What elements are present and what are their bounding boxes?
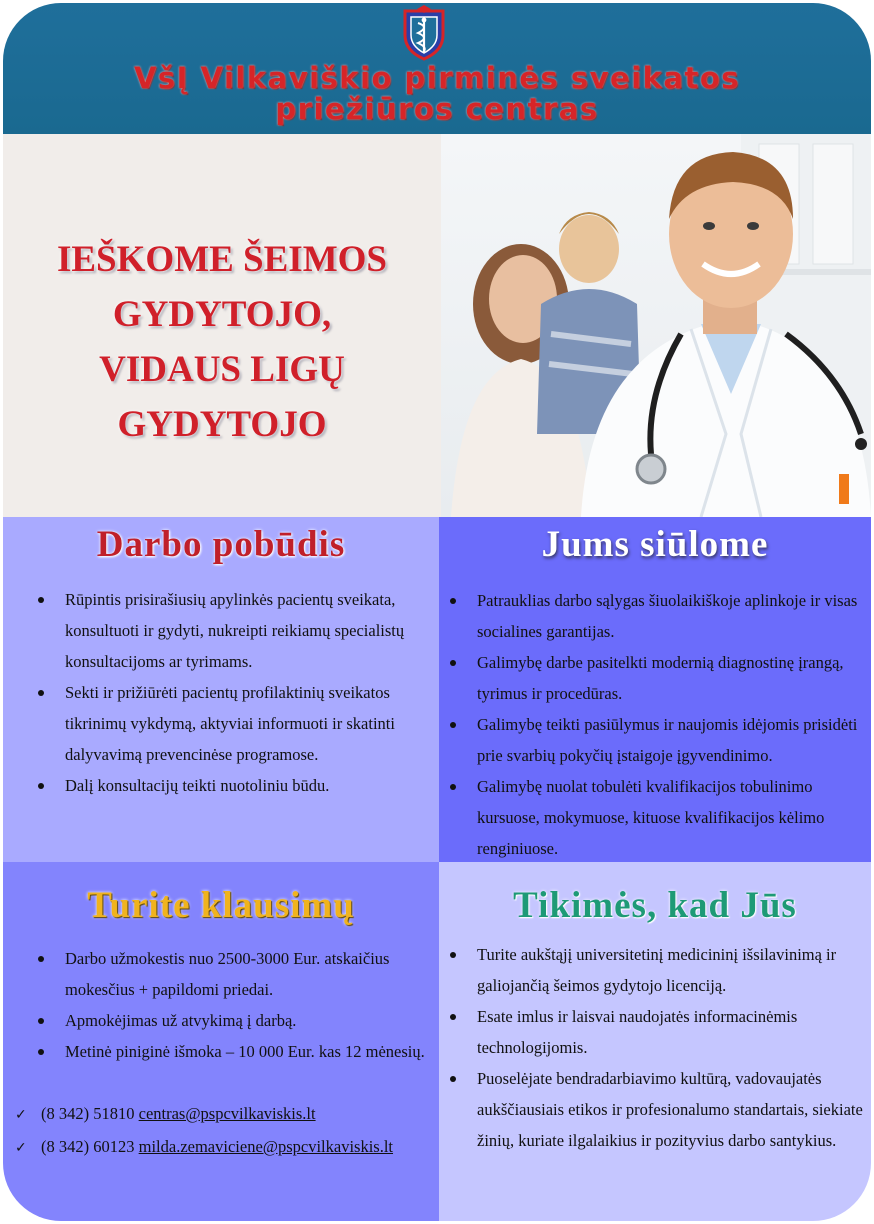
contact-email-link[interactable]: centras@pspcvilkaviskis.lt [138, 1104, 316, 1123]
list-item: Galimybę nuolat tobulėti kvalifikacijos tobulinimo kursuose, mokymuose, kituose kvalifikacijos kėlimo renginiuose. [447, 771, 867, 864]
we-offer-list [447, 585, 867, 864]
work-nature-panel [3, 517, 439, 862]
list-item: Metinė piniginė išmoka – 10 000 Eur. kas 12 mėnesių. [35, 1036, 427, 1067]
contact-item [15, 1131, 435, 1164]
contact-email-link[interactable]: milda.zemaviciene@pspcvilkaviskis.lt [138, 1137, 394, 1156]
contact-phone: (8 342) 51810 [41, 1104, 135, 1123]
job-title-line: GYDYTOJO [117, 404, 327, 445]
job-title [3, 232, 441, 452]
questions-panel [3, 862, 439, 1221]
list-item: Galimybę darbe pasitelkti modernią diagnostinę įrangą, tyrimus ir procedūras. [447, 647, 867, 709]
medical-caduceus-shield-icon [401, 5, 447, 61]
expectations-list [447, 939, 865, 1156]
list-item: Dalį konsultacijų teikti nuotoliniu būdu. [35, 770, 427, 801]
job-title-line: IEŠKOME ŠEIMOS [56, 239, 387, 280]
organization-name-line2: priežiūros centras [275, 92, 599, 126]
work-nature-heading: Darbo pobūdis [96, 524, 346, 565]
poster [3, 3, 871, 1221]
list-item: Turite aukštąjį universitetinį medicininį išsilavinimą ir galiojančią šeimos gydytojo licenciją. [447, 939, 865, 1001]
expectations-panel [439, 862, 871, 1221]
list-item: Puoselėjate bendradarbiavimo kultūrą, vadovaujatės aukščiausiais etikos ir profesionalumo standartais, siekiate žinių, kuriate ilgalaikius ir pozityvius darbo santykius. [447, 1063, 865, 1156]
work-nature-list [35, 584, 427, 801]
contact-phone: (8 342) 60123 [41, 1137, 135, 1156]
questions-list [35, 943, 427, 1067]
list-item: Sekti ir prižiūrėti pacientų profilaktinių sveikatos tikrinimų vykdymą, aktyviai informuoti ir skatinti dalyvavimą prevencinėse programose. [35, 677, 427, 770]
contact-list [15, 1098, 435, 1164]
hero-text-area [3, 134, 441, 517]
expectations-heading: Tikimės, kad Jūs [513, 885, 797, 926]
checkmark-icon: ✓ [15, 1107, 27, 1123]
list-item: Rūpintis prisirašiusių apylinkės pacientų sveikata, konsultuoti ir gydyti, nukreipti reikiamų specialistų konsultacijoms ar tyrimams. [35, 584, 427, 677]
questions-heading: Turite klausimų [87, 885, 355, 926]
doctor-and-family-photo [441, 134, 871, 517]
list-item: Darbo užmokestis nuo 2500-3000 Eur. atskaičius mokesčius + papildomi priedai. [35, 943, 427, 1005]
job-title-line: VIDAUS LIGŲ [99, 349, 345, 390]
organization-name-line1: VšĮ Vilkaviškio pirminės sveikatos [133, 61, 741, 95]
list-item: Galimybę teikti pasiūlymus ir naujomis idėjomis prisidėti prie svarbių pokyčių įstaigoje įgyvendinimo. [447, 709, 867, 771]
organization-name [3, 63, 871, 125]
we-offer-heading: Jums siūlome [541, 524, 769, 565]
list-item: Patrauklias darbo sąlygas šiuolaikiškoje aplinkoje ir visas socialines garantijas. [447, 585, 867, 647]
list-item: Esate imlus ir laisvai naudojatės informacinėmis technologijomis. [447, 1001, 865, 1063]
contact-item [15, 1098, 435, 1131]
list-item: Apmokėjimas už atvykimą į darbą. [35, 1005, 427, 1036]
checkmark-icon: ✓ [15, 1140, 27, 1156]
hero-section [3, 134, 871, 517]
doctor-photo-illustration [441, 134, 871, 517]
we-offer-panel [439, 517, 871, 862]
header-banner [3, 3, 871, 134]
job-title-line: GYDYTOJO, [112, 294, 332, 335]
